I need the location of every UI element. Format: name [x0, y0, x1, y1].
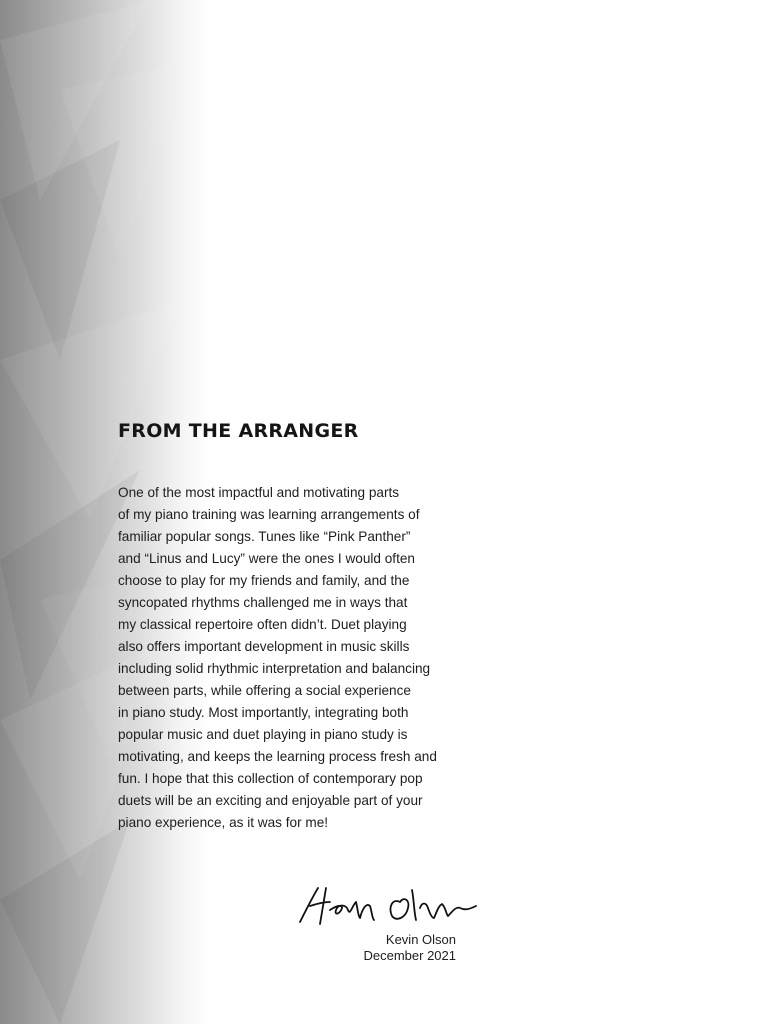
signoff: [364, 932, 457, 964]
arranger-note: [118, 420, 468, 834]
body-line: One of the most impactful and motivating parts: [118, 485, 400, 500]
body-line: syncopated rhythms challenged me in ways that: [118, 595, 408, 610]
signoff-date: December 2021: [363, 948, 456, 963]
author-name: Kevin Olson: [385, 932, 456, 947]
body-line: popular music and duet playing in piano study is: [118, 727, 408, 742]
body-line: motivating, and keeps the learning process fresh and: [118, 749, 437, 764]
body-line: familiar popular songs. Tunes like “Pink Panther”: [118, 529, 411, 544]
body-line: also offers important development in music skills: [118, 639, 410, 654]
body-line: and “Linus and Lucy” were the ones I would often: [118, 551, 415, 566]
body-line: piano experience, as it was for me!: [118, 815, 329, 830]
body-line: duets will be an exciting and enjoyable part of your: [118, 793, 423, 808]
body-line: between parts, while offering a social experience: [118, 683, 411, 698]
body-line: fun. I hope that this collection of contemporary pop: [118, 771, 423, 786]
page-title: FROM THE ARRANGER: [118, 420, 359, 442]
body-line: my classical repertoire often didn’t. Duet playing: [118, 617, 407, 632]
body-paragraph: [118, 482, 468, 834]
body-line: of my piano training was learning arrangements of: [118, 507, 420, 522]
handwritten-signature: [296, 880, 480, 930]
body-line: in piano study. Most importantly, integrating both: [118, 705, 409, 720]
body-line: including solid rhythmic interpretation and balancing: [118, 661, 431, 676]
body-line: choose to play for my friends and family, and the: [118, 573, 410, 588]
